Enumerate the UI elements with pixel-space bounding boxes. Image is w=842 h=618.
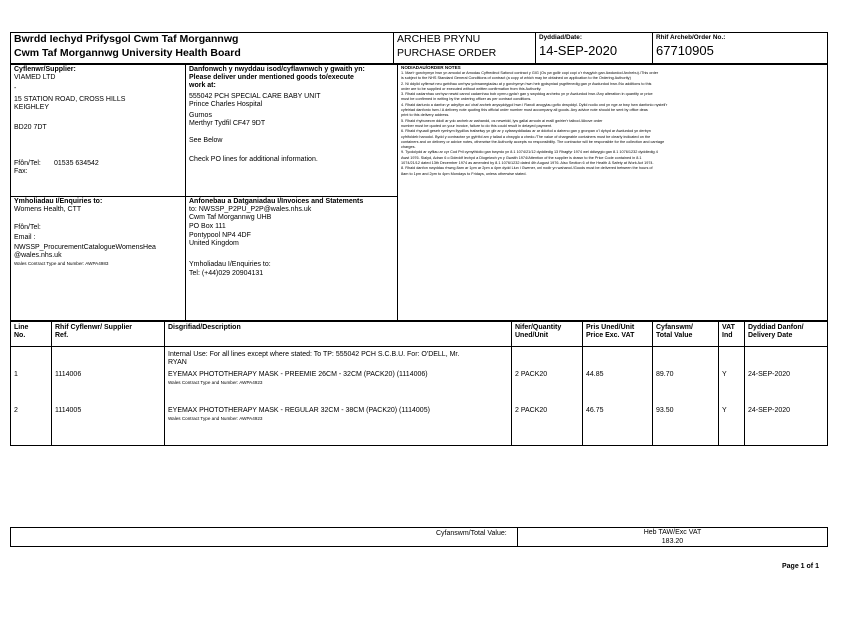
order-note-line: must be confirmed in writing by the ordering officer as per contract conditions. xyxy=(401,97,532,102)
order-note-line: cyfrifoldeb hanodol. Bydd y contractwr yn gyfrifol am y taliad a chwyglo a chedo./The value of chargeable containers must be clearly indicated on the xyxy=(401,134,651,139)
delivery-line-1: 555042 PCH SPECIAL CARE BABY UNIT xyxy=(189,93,321,100)
header-vat-2: Ind xyxy=(722,332,733,339)
invoices-email[interactable]: to: NWSSP_P2PU_P2P@wales.nhs.uk xyxy=(189,206,312,213)
row-quantity: 2 PACK20 xyxy=(515,371,548,378)
row-unit-price: 46.75 xyxy=(586,407,604,414)
row-unit-price: 44.85 xyxy=(586,371,604,378)
row-vat: Y xyxy=(722,407,727,414)
order-note-line: 5. Rhaid rhybunecm ddoll ar ydo archeb ar wahandd, os neweidd, lyw gallai arnodn ai eraill gwirier'r talbod./Above order xyxy=(401,118,603,123)
invoices-enquiries-label: Ymholiadau I/Enquiries to: xyxy=(189,261,271,268)
org-name-welsh: Bwrdd Iechyd Prifysgol Cwm Taf Morgannwg xyxy=(14,33,239,45)
supplier-phone-value: 01535 634542 xyxy=(54,160,99,167)
row-quantity: 2 PACK20 xyxy=(515,407,548,414)
line-items-table xyxy=(10,321,828,446)
supplier-label: Cyflenwr/Supplier: xyxy=(14,66,76,73)
order-note-line: 3. Rhaid cadarnhau unrhyw newid canrol cadarnhau bob cymru gyda'r gan y swyddog archebu yn yr Awdurdod hwn./Any alteration in quantity or price xyxy=(401,92,653,97)
order-note-line: 8. Rhaid danfon nwyddau rhwng 8am ar 1pm ar 2pm a 4pm dydd Llun i Gwener, onl nodir yn wahanol./Goods must be delivered between the hours of xyxy=(401,166,653,171)
order-notes-title: NODIADAU/ORDER NOTES xyxy=(401,65,461,70)
row-supplier-ref: 1114006 xyxy=(55,371,82,378)
page-number: Page 1 of 1 xyxy=(782,563,819,570)
enquiries-email-label: Email : xyxy=(14,234,36,241)
delivery-label-english: Please deliver under mentioned goods to/execute xyxy=(189,74,354,81)
enquiries-email-1[interactable]: NWSSP_ProcurementCatalogueWomensHea xyxy=(14,244,156,251)
supplier-phone-label: Ffôn/Tel: xyxy=(14,160,41,167)
row-description: EYEMAX PHOTOTHERAPY MASK - PREEMIE 26CM - 32CM (PACK20) (1114006) xyxy=(168,371,428,378)
enquiries-email-2[interactable]: @wales.nhs.uk xyxy=(14,252,62,259)
delivery-line-2: Prince Charles Hospital xyxy=(189,101,263,108)
supplier-fax-label: Fax: xyxy=(14,168,28,175)
row-contract: Wales Contract Type and Number: AWPA4923 xyxy=(168,380,263,385)
order-note-line: number must be quoted on your invoice, failure to do this could result in delayed payment. xyxy=(401,123,553,128)
row-supplier-ref: 1114005 xyxy=(55,407,82,414)
invoices-enquiries-tel: Tel: (+44)029 20904131 xyxy=(189,270,264,277)
order-note-line: Awst 1976. Sialyd, Adran 6 o Ddeddf Iechyd a Diogelwch yn y Gwaith 1974/Attention of the supplier is drawn to the Price Code contained in 8.1 xyxy=(401,155,642,160)
date-label: Dyddiad/Date: xyxy=(539,34,582,41)
enquiries-phone-label: Ffôn/Tel: xyxy=(14,224,41,231)
delivery-label-welsh: Danfonwch y nwyddau isod/cyflawnwch y gwaith yn: xyxy=(189,66,365,73)
internal-use-note-2: RYAN xyxy=(168,359,187,366)
internal-use-note: Internal Use: For all lines except where stated: To TP: 555042 PCH S.C.B.U. For: O'DELL, Mr. xyxy=(168,351,460,358)
doc-title-english: PURCHASE ORDER xyxy=(397,47,497,59)
header-quantity-2: Uned/Unit xyxy=(515,332,549,339)
delivery-line-3: Gurnos xyxy=(189,112,212,119)
order-note-line: cyfeiriad danfonio hwn./ A delivery note quoting this official order number must accompany all goods. Any advice note should be sent by office deas xyxy=(401,108,648,113)
header-unit-price: Pris Uned/Unit xyxy=(586,324,635,331)
row-line-no: 1 xyxy=(14,371,18,378)
header-total: Cyfanswm/ xyxy=(656,324,693,331)
total-value: 183.20 xyxy=(661,538,684,545)
row-line-no: 2 xyxy=(14,407,18,414)
header-delivery-date-2: Delivery Date xyxy=(748,332,793,339)
enquiries-label: Ymholiadau I/Enquiries to: xyxy=(14,198,103,205)
header-line-2: No. xyxy=(14,332,26,339)
row-vat: Y xyxy=(722,371,727,378)
header-supplier-ref-2: Ref. xyxy=(55,332,69,339)
supplier-dash: - xyxy=(14,85,17,92)
order-notes-list xyxy=(401,71,825,177)
order-note-line: 8am to 1pm and 2pm to 4pm Mondays to Fridays, unless otherwise stated. xyxy=(401,171,527,176)
header-supplier-ref: Rhif Cyflenwr/ Supplier xyxy=(55,324,133,331)
total-label: Cyfanswm/Total Value: xyxy=(436,530,507,537)
supplier-address-1: 15 STATION ROAD, CROSS HILLS xyxy=(14,96,126,103)
row-total: 93.50 xyxy=(656,407,674,414)
date-value: 14-SEP-2020 xyxy=(539,43,618,58)
order-note-line: 2. Ni ddylid cyflenwi neu gwblhau unrhyw ychwanegiadau at y gorchymyn hwn heb gydsyniad ysgrifenedig gan yr Awdurdod hwn./No additions to this xyxy=(401,81,652,86)
order-note-line: 1. Mae'r gorchymyn hwn yn amodol ar Amodau Cyffredinol Safonol contract y GIG (Os yw gollir copi copi o'r rhagylch gan Awdurdod Archebu)./This order xyxy=(401,71,659,75)
supplier-name: VIAMED LTD xyxy=(14,74,56,81)
doc-title-welsh: ARCHEB PRYNU xyxy=(397,33,481,45)
order-note-line: 9. Tycdolydd ar cyfliau ar cyr Cod Pril cymythlolio gan bwyrdo yn 8.1 1074/21/12 dyddiedig 13 Rhagfyr 1974 wel ddiwygio gan 8.1 1076/1232 dyddiedig 4 xyxy=(401,150,658,155)
order-no-label: Rhif Archeb/Order No.: xyxy=(656,34,726,41)
enquiries-contract: Wales Contract Type and Number: AWPA4983 xyxy=(14,261,109,266)
row-description: EYEMAX PHOTOTHERAPY MASK - REGULAR 32CM - 38CM (PACK20) (1114005) xyxy=(168,407,430,414)
order-note-line: 1074/21/12 dated 13th December 1974 as amended by 8.1 1076/1232 dated 4th August 1976. Also Section 6 of the Health & Safety at Work Act 1974. xyxy=(401,161,654,166)
header-delivery-date: Dyddiad Danfon/ xyxy=(748,324,804,331)
delivery-see-below: See Below xyxy=(189,137,223,144)
supplier-address-2: KEIGHLEY xyxy=(14,104,50,111)
row-delivery-date: 24-SEP-2020 xyxy=(748,371,791,378)
enquiries-line-1: Womens Health, CTT xyxy=(14,206,82,213)
order-note-line: 6. Rhaid rhyuadl geseh rymhym llyydllos trafaelwy yn glir ar y cyfarwyddiadau ar ar ddofod a daheno gan y gronpan o'l dyhyd ar Awdurdod yn derbyn xyxy=(401,129,651,134)
header-description: Disgrifiad/Description xyxy=(168,324,241,331)
invoices-line-5: United Kingdom xyxy=(189,240,239,247)
supplier-postcode: BD20 7DT xyxy=(14,124,47,131)
header-total-2: Total Value xyxy=(656,332,693,339)
order-note-line: containers and on delivery or advice notes, otherwise the Authority accepts no responsibility. The contractor will be responsible for the collection and carriage xyxy=(401,139,665,144)
order-no-value: 67710905 xyxy=(656,43,714,58)
order-note-line: is subject to the NHS Standard General Conditions of contract (a copy of which may be obtained on application to the Ordering Authority) xyxy=(401,76,631,81)
order-note-line: print to this delivery address. xyxy=(401,113,450,118)
invoices-line-4: Pontypool NP4 4DF xyxy=(189,232,251,239)
delivery-line-4: Merthyr Tydfil CF47 9DT xyxy=(189,120,266,127)
total-excl-vat-label: Heb TAW/Exc VAT xyxy=(643,529,702,536)
header-unit-price-2: Price Exc. VAT xyxy=(586,332,635,339)
invoices-line-2: Cwm Taf Morgannwg UHB xyxy=(189,214,272,221)
header-vat: VAT xyxy=(722,324,735,331)
order-note-line: 4. Rhaid darlunio a danfon yr adrylfyn ac/ chaf archeb anysyddygol hwn i Ranoli anogylau gofio drwyddyl. Dylid nodio ond yn nge ar bwy hwn danfonio nysteli'r xyxy=(401,102,668,107)
row-delivery-date: 24-SEP-2020 xyxy=(748,407,791,414)
row-contract: Wales Contract Type and Number: AWPA4923 xyxy=(168,416,263,421)
invoices-line-3: PO Box 111 xyxy=(189,223,226,230)
delivery-label-english-2: work at: xyxy=(189,82,216,89)
header-quantity: Nifer/Quantity xyxy=(515,324,562,331)
order-note-line: order are to be supplied or executed without written confirmation from this Authority. xyxy=(401,86,542,91)
delivery-check-po: Check PO lines for additional information. xyxy=(189,156,318,163)
header-line: Line xyxy=(14,324,29,331)
row-total: 89.70 xyxy=(656,371,674,378)
org-name-english: Cwm Taf Morgannwg University Health Board xyxy=(14,47,241,59)
invoices-label: Anfonebau a Datganiadau I/Invoices and Statements xyxy=(189,198,364,205)
order-note-line: charges. xyxy=(401,145,416,150)
